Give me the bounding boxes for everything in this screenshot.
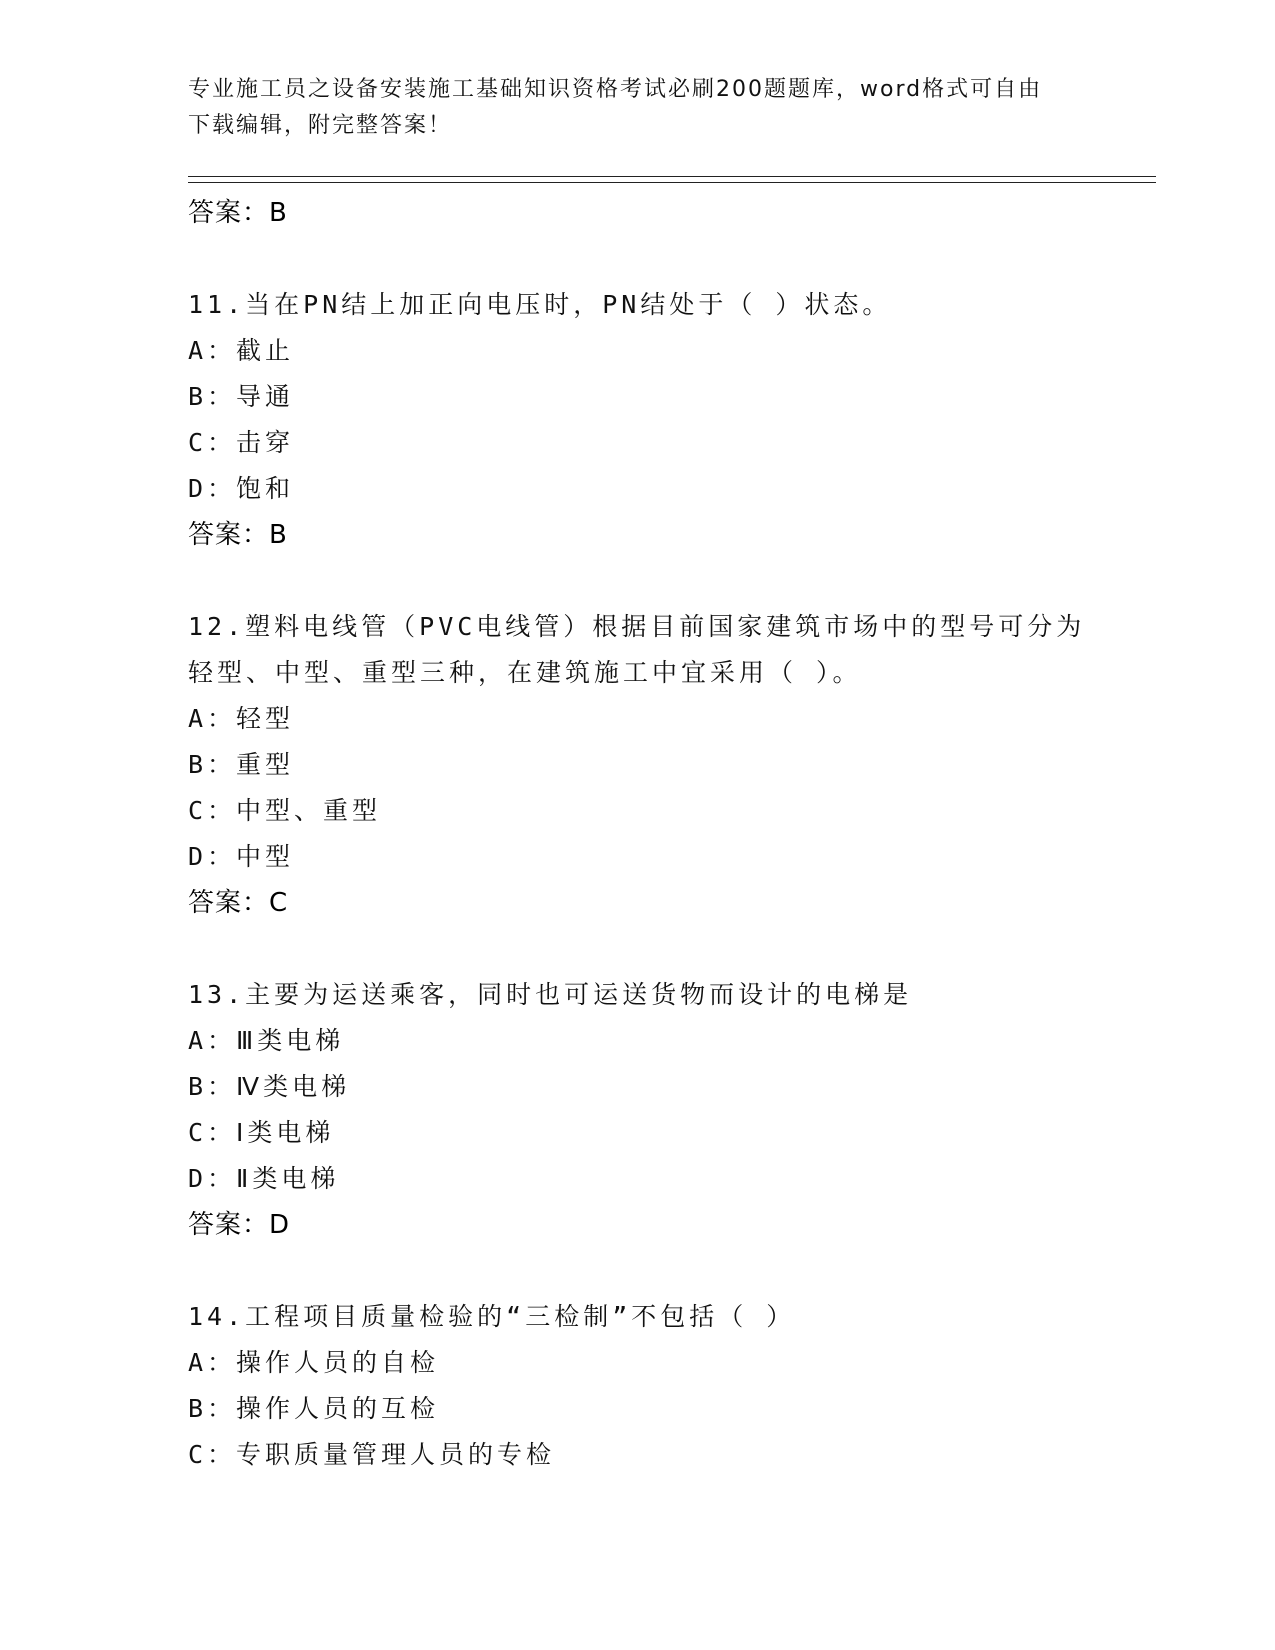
option-a: A：截止: [188, 336, 295, 365]
option-d: D：饱和: [188, 474, 295, 503]
question-block: [188, 282, 1148, 558]
spacer: [188, 1248, 1148, 1294]
answer-line: 答案：B: [188, 520, 288, 550]
option-c: C：Ⅰ类电梯: [188, 1118, 335, 1147]
question-stem: 12.塑料电线管（PVC电线管）根据目前国家建筑市场中的型号可分为: [188, 612, 1086, 641]
option-a: A：操作人员的自检: [188, 1348, 440, 1377]
question-stem-continued: 轻型、中型、重型三种，在建筑施工中宜采用（ ）。: [188, 658, 862, 687]
option-d: D：Ⅱ类电梯: [188, 1164, 340, 1193]
option-b: B：导通: [188, 382, 295, 411]
option-b: B：Ⅳ类电梯: [188, 1072, 351, 1101]
spacer: [188, 926, 1148, 972]
answer-line: 答案：C: [188, 888, 289, 918]
option-b: B：重型: [188, 750, 295, 779]
spacer: [188, 236, 1148, 282]
question-block: [188, 972, 1148, 1248]
header-line-2: 下载编辑，附完整答案！: [188, 113, 453, 138]
option-c: C：专职质量管理人员的专检: [188, 1440, 556, 1469]
question-stem: 11.当在PN结上加正向电压时，PN结处于（ ）状态。: [188, 290, 892, 319]
document-header: [188, 72, 1068, 144]
option-b: B：操作人员的互检: [188, 1394, 440, 1423]
header-line-1: 专业施工员之设备安装施工基础知识资格考试必刷200题题库，word格式可自由: [188, 77, 1043, 102]
option-c: C：击穿: [188, 428, 295, 457]
question-block: [188, 1294, 1148, 1478]
option-a: A：Ⅲ类电梯: [188, 1026, 345, 1055]
header-rule-bottom: [188, 182, 1156, 183]
option-d: D：中型: [188, 842, 295, 871]
question-block: [188, 604, 1148, 926]
option-a: A：轻型: [188, 704, 295, 733]
answer-line: 答案：B: [188, 198, 288, 228]
option-c: C：中型、重型: [188, 796, 382, 825]
spacer: [188, 558, 1148, 604]
question-list: [188, 190, 1148, 1478]
answer-line: 答案：D: [188, 1210, 291, 1240]
question-stem: 14.工程项目质量检验的“三检制”不包括（ ）: [188, 1302, 796, 1331]
header-rule-top: [188, 176, 1156, 177]
question-stem: 13.主要为运送乘客，同时也可运送货物而设计的电梯是: [188, 980, 913, 1009]
